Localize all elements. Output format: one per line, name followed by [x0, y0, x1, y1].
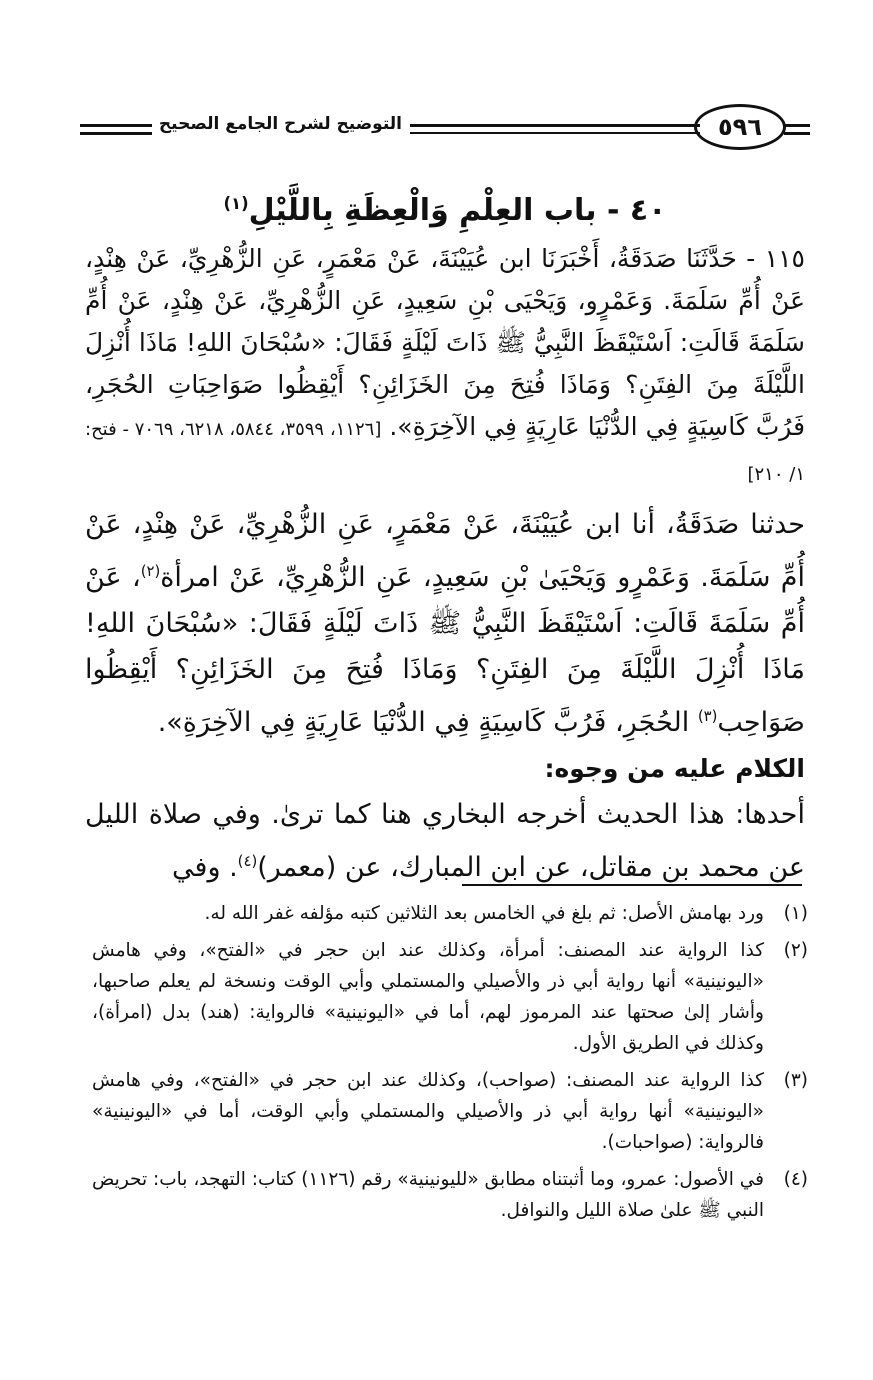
paragraph-text: حدثنا صَدَقَةُ، أنا ابن عُيَيْنَةَ، عَنْ مَعْمَرٍ، عَنِ الزُّهْرِيِّ، عَنْ هِنْدٍ، عَنْ أُمِّ سَلَمَةَ. وَعَمْرٍو وَيَحْيَىٰ بْنِ سَعِيدٍ، عَنِ الزُّهْرِيِّ، عَنْ امرأة: [85, 509, 805, 593]
footnote-number: (٢): [783, 940, 808, 961]
footnote-number: (١): [783, 903, 808, 924]
chapter-title-text: ٤٠ - باب العِلْمِ وَالْعِظَةِ بِاللَّيْلِ: [248, 193, 667, 228]
running-title: التوضيح لشرح الجامع الصحيح: [158, 114, 402, 134]
chapter-title: [85, 176, 805, 232]
header-rule-right-lower: [784, 132, 810, 135]
footnote-ref-4: (٤): [237, 852, 258, 870]
footnote-text: في الأصول: عمرو، وما أثبتناه مطابق «لليونينية» رقم (١١٢٦) كتاب: التهجد، باب: تحريض النبي ﷺ علىٰ صلاة الليل والنوافل.: [92, 1169, 764, 1221]
footnote: [92, 935, 808, 1059]
footnote-number: (٤): [783, 1169, 808, 1190]
footnote-text: كذا الرواية عند المصنف: أمرأة، وكذلك عند ابن حجر في «الفتح»، وفي هامش «اليونينية» أنها رواية أبي ذر والأصيلي والمستملي وأبي الوقت ونسخة لم يعلم صاحبها، وأشار إلىٰ صحتها عند المرموز لهم، أما في «اليونينية» فالرواية: (هند) بدل (امرأة)، وكذلك في الطريق الأول.: [92, 940, 764, 1054]
page-header: [80, 100, 810, 156]
paragraph-text: الحُجَرِ، فَرُبَّ كَاسِيَةٍ فِي الدُّنْيَا عَارِيَةٍ فِي الآخِرَةِ».: [157, 707, 698, 738]
footnote: [92, 1164, 808, 1226]
hadith-body: ١١٥ - حَدَّثَنَا صَدَقَةُ، أَخْبَرَنَا ابن عُيَيْنَةَ، عَنْ مَعْمَرٍ، عَنِ الزُّهْرِيِّ، عَنْ هِنْدٍ، عَنْ أُمِّ سَلَمَةَ. وَعَمْرٍو، وَيَحْيَى بْنِ سَعِيدٍ، عَنِ الزُّهْرِيِّ، عَنْ هِنْدٍ، عَنْ أُمِّ سَلَمَةَ قَالَتِ: اَسْتَيْقَظَ النَّبِيُّ ﷺ ذَاتَ لَيْلَةٍ فَقَالَ: «سُبْحَانَ اللهِ! مَاذَا أُنْزِلَ اللَّيْلَةَ مِنَ الفِتَنِ؟ وَمَاذَا فُتِحَ مِنَ الخَزَائِنِ؟ أَيْقِظُوا صَوَاحِبَاتِ الحُجَرِ، فَرُبَّ كَاسِيَةٍ فِي الدُّنْيَا عَارِيَةٍ فِي الآخِرَةِ».: [85, 244, 806, 441]
footnote: [92, 1065, 808, 1158]
paragraph-text: ، عَنْ أُمِّ سَلَمَةَ قَالَتِ: اَسْتَيْقَظَ النَّبِيُّ ﷺ ذَاتَ لَيْلَةٍ فَقَالَ: «سُبْحَانَ اللهِ! مَاذَا أُنْزِلَ اللَّيْلَةَ مِنَ الفِتَنِ؟ وَمَاذَا فُتِحَ مِنَ الخَزَائِنِ؟ أَيْقِظُوا صَوَاحِب: [85, 562, 805, 738]
main-text: [85, 176, 805, 891]
footnotes: [92, 898, 808, 1232]
footnote-divider: [462, 884, 802, 886]
paragraph-text: . وفي: [172, 852, 238, 883]
paragraph-text: أحدها: هذا الحديث أخرجه البخاري هنا كما ترىٰ. وفي صلاة الليل عن محمد بن مقاتل، عن ابن المبارك، عن (معمر): [85, 799, 805, 883]
header-rule-middle-lower: [410, 132, 700, 134]
hadith-references: [١١٢٦، ٣٥٩٩، ٥٨٤٤، ٦٢١٨، ٧٠٦٩ - فتح: ١/ ٢١٠]: [85, 419, 805, 485]
commentary-paragraph: [85, 502, 805, 746]
header-rule-right: [784, 124, 810, 127]
section-heading: الكلام عليه من وجوه:: [544, 754, 805, 783]
header-rule-left-lower: [80, 132, 152, 135]
header-rule-left: [80, 124, 152, 127]
footnote-ref-2: (٢): [140, 562, 161, 580]
footnote-text: ورد بهامش الأصل: ثم بلغ في الخامس بعد الثلاثين كتبه مؤلفه غفر الله له.: [204, 903, 764, 924]
footnote-number: (٣): [783, 1070, 808, 1091]
footnote-text: كذا الرواية عند المصنف: (صواحب)، وكذلك عند ابن حجر في «الفتح»، وفي هامش «اليونينية» أنها رواية أبي ذر والأصيلي والمستملي وأبي الوقت، أما في «اليونينية» فالرواية: (صواحبات).: [92, 1070, 764, 1153]
commentary-paragraph: [85, 792, 805, 891]
header-rule-middle: [410, 124, 700, 127]
footnote: [92, 898, 808, 929]
footnote-ref-3: (٣): [697, 707, 718, 725]
hadith-text: [85, 238, 805, 496]
page-number: ٥٩٦: [694, 104, 786, 150]
footnote-ref-1: (١): [223, 194, 249, 213]
